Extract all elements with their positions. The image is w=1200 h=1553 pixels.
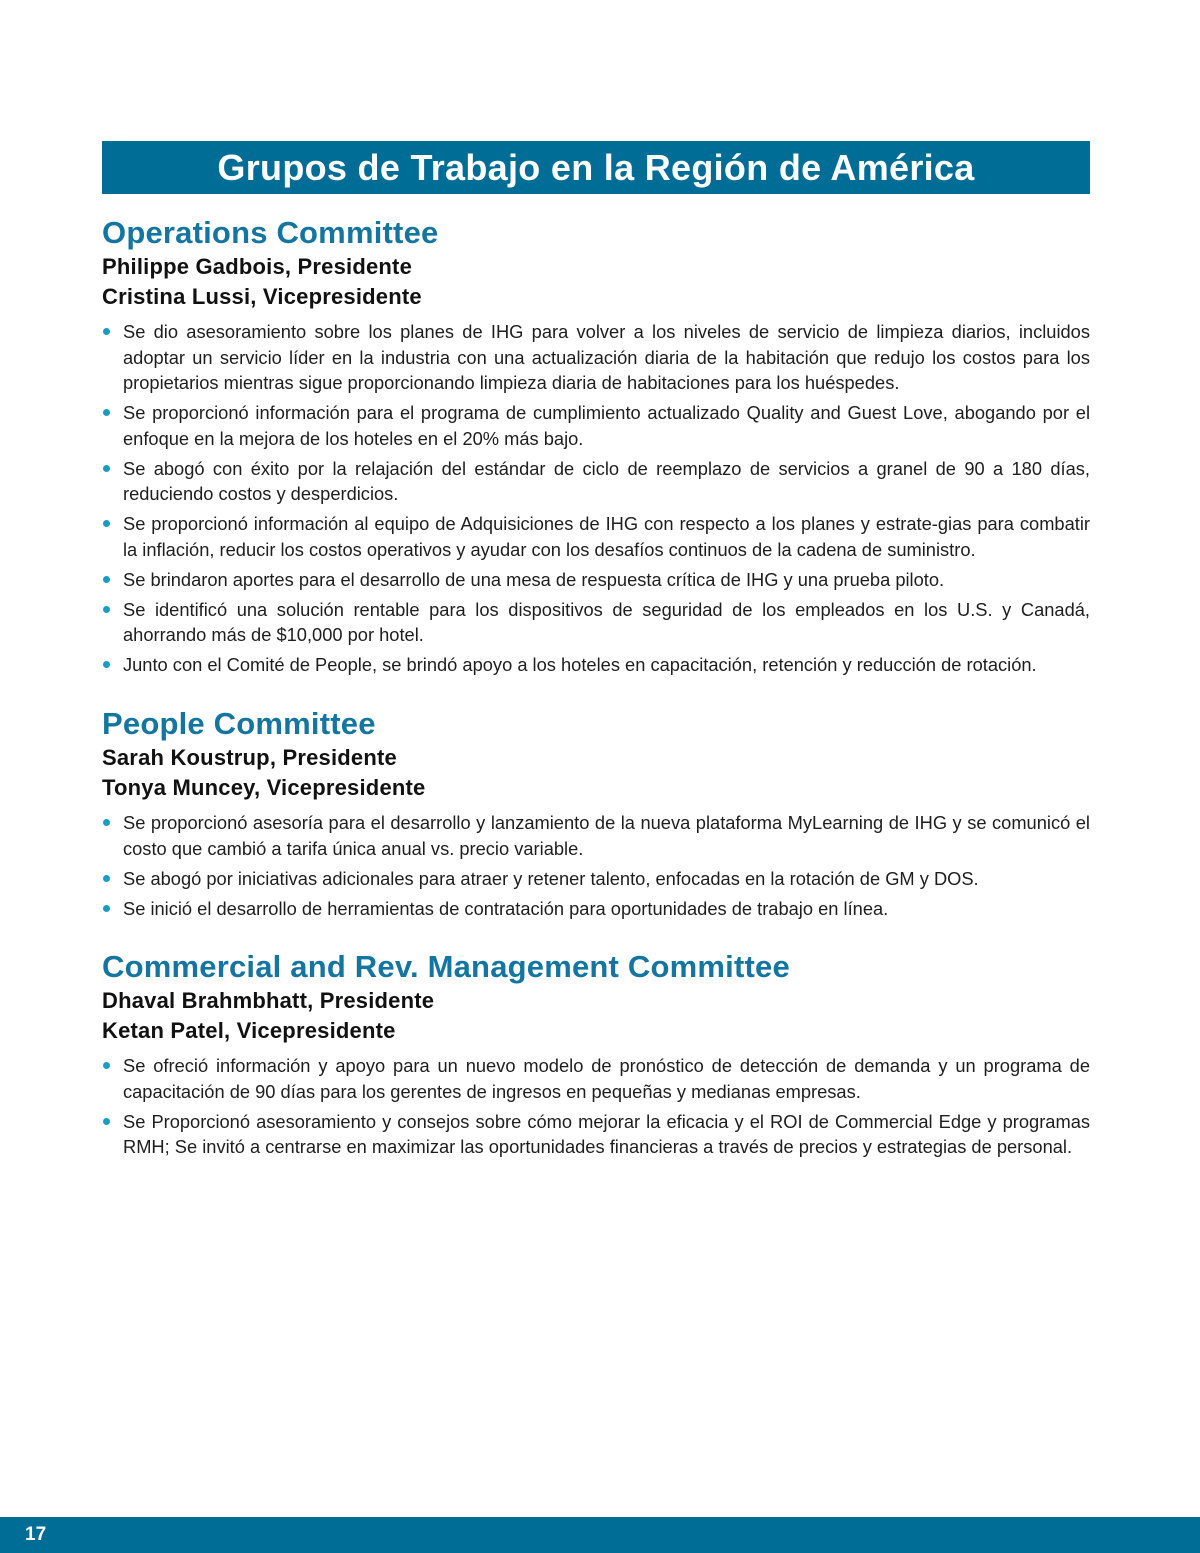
list-item-text: Se proporcionó información al equipo de Adquisiciones de IHG con respecto a los planes y estrate-gias para combatir la inflación, reducir los costos operativos y ayudar con los desafíos continuos de la cadena de suministro. (123, 513, 1090, 560)
bullet-dot-icon (103, 1118, 110, 1125)
list-item (102, 567, 1090, 593)
bullet-list (102, 319, 1090, 678)
president: Philippe Gadbois, Presidente (102, 254, 413, 279)
list-item-text: Se proporcionó información para el programa de cumplimiento actualizado Quality and Guest Love, abogando por el enfoque en la mejora de los hoteles en el 20% más bajo. (123, 402, 1090, 449)
list-item-text: Se brindaron aportes para el desarrollo de una mesa de respuesta crítica de IHG y una prueba piloto. (123, 568, 945, 590)
list-item-text: Se identificó una solución rentable para los dispositivos de seguridad de los empleados en los U.S. y Canadá, ahorrando más de $10,000 por hotel. (123, 598, 1090, 646)
bullet-dot-icon (103, 465, 110, 472)
president: Sarah Koustrup, Presidente (102, 745, 397, 771)
list-item (102, 400, 1090, 451)
bullet-dot-icon (103, 606, 110, 613)
title-banner (102, 141, 1090, 194)
bullet-dot-icon (103, 576, 110, 583)
bullet-dot-icon (103, 661, 110, 668)
list-item-text: Se dio asesoramiento sobre los planes de IHG para volver a los niveles de servicio de limpieza diarios, incluidos adoptar un servicio líder en la industria con una actualización diaria de la habitación que redujo los costos para los propietarios mientras sigue proporcionando limpieza diaria de habitaciones para los huéspedes. (123, 321, 1090, 394)
list-item-text: Se ofreció información y apoyo para un nuevo modelo de pronóstico de detección de demanda y un programa de capacitación de 90 días para los gerentes de ingresos en pequeñas y medianas empresas. (123, 1055, 1090, 1102)
footer-bar (0, 1517, 1200, 1553)
list-item-text: Junto con el Comité de People, se brindó apoyo a los hoteles en capacitación, retención y reducción de rotación. (123, 654, 1037, 676)
content (102, 214, 1090, 1187)
list-item (102, 866, 1090, 892)
vice-president: Ketan Patel, Vicepresidente (102, 1018, 396, 1044)
list-item (102, 652, 1090, 678)
page-number: 17 (25, 1524, 47, 1545)
list-item-text: Se proporcionó asesoría para el desarrollo y lanzamiento de la nueva plataforma MyLearning de IHG y se comunicó el costo que cambió a tarifa única anual vs. precio variable. (123, 812, 1090, 859)
section-heading: Operations Committee (102, 215, 439, 250)
list-item (102, 1109, 1090, 1160)
bullet-dot-icon (103, 1062, 110, 1069)
bullet-list (102, 810, 1090, 921)
bullet-dot-icon (103, 328, 110, 335)
bullet-dot-icon (103, 875, 110, 882)
list-item-text: Se abogó por iniciativas adicionales para atraer y retener talento, enfocadas en la rotación de GM y DOS. (123, 867, 979, 889)
list-item (102, 319, 1090, 396)
section-heading: Commercial and Rev. Management Committee (102, 949, 790, 985)
president: Dhaval Brahmbhatt, Presidente (102, 988, 435, 1014)
list-item (102, 896, 1090, 922)
list-item-text: Se Proporcionó asesoramiento y consejos sobre cómo mejorar la eficacia y el ROI de Commercial Edge y programas RMH; Se invitó a centrarse en maximizar las oportunidades financieras a través de precios y estrategias de personal. (123, 1110, 1090, 1158)
list-item-text: Se inició el desarrollo de herramientas de contratación para oportunidades de trabajo en línea. (123, 897, 889, 919)
list-item (102, 597, 1090, 648)
list-item (102, 1053, 1090, 1104)
bullet-dot-icon (103, 905, 110, 912)
list-item-text: Se abogó con éxito por la relajación del estándar de ciclo de reemplazo de servicios a granel de 90 a 180 días, reduciendo costos y desperdicios. (123, 457, 1090, 505)
bullet-dot-icon (103, 409, 110, 416)
bullet-list (102, 1053, 1090, 1160)
section-people-committee (102, 705, 1090, 921)
vice-president: Tonya Muncey, Vicepresidente (102, 775, 426, 801)
section-heading: People Committee (102, 706, 376, 742)
vice-president: Cristina Lussi, Vicepresidente (102, 284, 422, 309)
bullet-dot-icon (103, 520, 110, 527)
list-item (102, 810, 1090, 861)
section-operations-committee (102, 214, 1090, 678)
page-title: Grupos de Trabajo en la Región de América (217, 146, 975, 188)
section-commercial-committee (102, 948, 1090, 1160)
list-item (102, 511, 1090, 562)
bullet-dot-icon (103, 819, 110, 826)
list-item (102, 456, 1090, 507)
